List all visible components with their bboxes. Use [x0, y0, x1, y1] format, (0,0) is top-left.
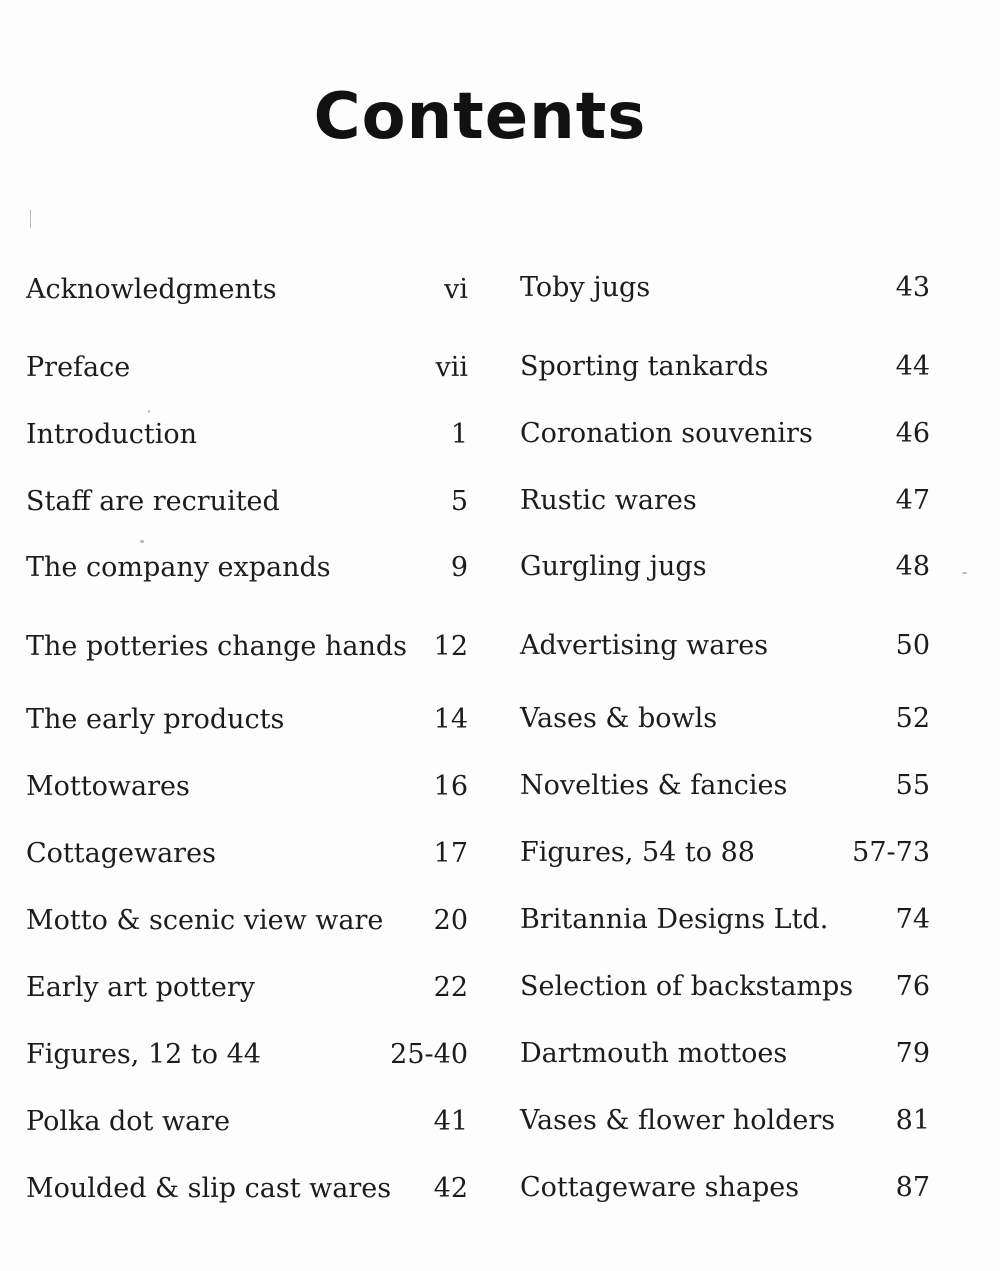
toc-entry-page: 74: [895, 904, 930, 935]
scan-speck: [962, 572, 967, 574]
toc-entry: [26, 834, 468, 874]
toc-entry: [520, 766, 930, 806]
toc-entry: [520, 481, 930, 521]
toc-entry-page: 87: [895, 1172, 930, 1203]
toc-entry-label: Gurgling jugs: [520, 551, 707, 582]
toc-entry: [520, 1101, 930, 1141]
toc-entry-page: 57-73: [852, 837, 930, 868]
toc-entry-label: The company expands: [26, 552, 331, 583]
toc-entry: [520, 1168, 930, 1208]
toc-entry-label: Toby jugs: [520, 272, 651, 303]
toc-entry-page: 76: [895, 971, 930, 1002]
toc-entry-page: 14: [433, 704, 468, 735]
scan-speck: [148, 410, 150, 413]
toc-entry-label: Dartmouth mottoes: [520, 1038, 788, 1069]
toc-entry-page: 5: [450, 486, 468, 517]
toc-entry: [26, 767, 468, 807]
toc-entry-page: 50: [895, 630, 930, 661]
toc-entry: [26, 348, 468, 388]
toc-entry-label: Moulded & slip cast wares: [26, 1173, 392, 1204]
toc-entry-page: 55: [895, 770, 930, 801]
toc-entry-page: 41: [433, 1106, 468, 1137]
toc-entry-page: 1: [450, 419, 468, 450]
toc-entry-label: Vases & bowls: [520, 703, 718, 734]
toc-entry: [520, 347, 930, 387]
toc-entry: [26, 700, 468, 740]
toc-entry: [26, 627, 468, 667]
toc-entry-label: Early art pottery: [26, 972, 255, 1003]
page-title: Contents: [313, 79, 647, 154]
toc-entry: [520, 900, 930, 940]
toc-entry-page: 79: [895, 1038, 930, 1069]
toc-entry: [520, 967, 930, 1007]
toc-entry-page: vii: [435, 352, 468, 383]
toc-entry-page: 47: [895, 485, 930, 516]
toc-entry-page: 52: [895, 703, 930, 734]
toc-entry-label: Preface: [26, 352, 131, 383]
toc-entry: [520, 626, 930, 666]
toc-entry-page: 12: [433, 631, 468, 662]
toc-entry-label: Polka dot ware: [26, 1106, 231, 1137]
toc-entry-page: 9: [450, 552, 468, 583]
toc-entry: [26, 1102, 468, 1142]
toc-entry-label: Novelties & fancies: [520, 770, 788, 801]
scan-speck: [30, 210, 31, 228]
toc-entry-label: Selection of backstamps: [520, 971, 854, 1002]
toc-entry: [26, 415, 468, 455]
toc-entry-label: Figures, 54 to 88: [520, 837, 755, 868]
toc-entry-label: Sporting tankards: [520, 351, 769, 382]
toc-entry: [520, 833, 930, 873]
toc-entry-page: vi: [444, 274, 468, 305]
toc-entry: [26, 548, 468, 588]
toc-entry-label: Coronation souvenirs: [520, 418, 813, 449]
toc-entry-page: 42: [433, 1173, 468, 1204]
toc-entry-label: The early products: [26, 704, 285, 735]
toc-entry: [26, 1169, 468, 1209]
toc-entry: [520, 699, 930, 739]
toc-entry: [26, 270, 468, 310]
toc-entry-label: Vases & flower holders: [520, 1105, 836, 1136]
toc-entry: [26, 901, 468, 941]
toc-entry-page: 81: [895, 1105, 930, 1136]
toc-entry: [26, 482, 468, 522]
toc-entry-label: Mottowares: [26, 771, 190, 802]
toc-entry-label: Rustic wares: [520, 485, 697, 516]
toc-entry-page: 25-40: [390, 1039, 468, 1070]
toc-entry: [520, 268, 930, 308]
toc-entry: [26, 1035, 468, 1075]
toc-entry: [520, 547, 930, 587]
scan-speck: [140, 540, 144, 543]
toc-entry-label: Figures, 12 to 44: [26, 1039, 261, 1070]
toc-entry-page: 46: [895, 418, 930, 449]
toc-entry-page: 16: [433, 771, 468, 802]
toc-entry-label: Cottagewares: [26, 838, 216, 869]
toc-entry-label: Cottageware shapes: [520, 1172, 800, 1203]
toc-entry: [520, 414, 930, 454]
toc-entry-label: Advertising wares: [520, 630, 769, 661]
toc-entry-label: Britannia Designs Ltd.: [520, 904, 829, 935]
toc-entry: [520, 1034, 930, 1074]
toc-entry: [26, 968, 468, 1008]
toc-entry-page: 20: [433, 905, 468, 936]
toc-entry-label: Acknowledgments: [26, 274, 277, 305]
toc-entry-page: 43: [895, 272, 930, 303]
toc-entry-page: 44: [895, 351, 930, 382]
toc-entry-label: The potteries change hands: [26, 631, 407, 662]
toc-entry-label: Motto & scenic view ware: [26, 905, 384, 936]
toc-entry-page: 48: [895, 551, 930, 582]
toc-entry-page: 17: [433, 838, 468, 869]
toc-entry-label: Staff are recruited: [26, 486, 280, 517]
toc-entry-label: Introduction: [26, 419, 197, 450]
toc-entry-page: 22: [433, 972, 468, 1003]
